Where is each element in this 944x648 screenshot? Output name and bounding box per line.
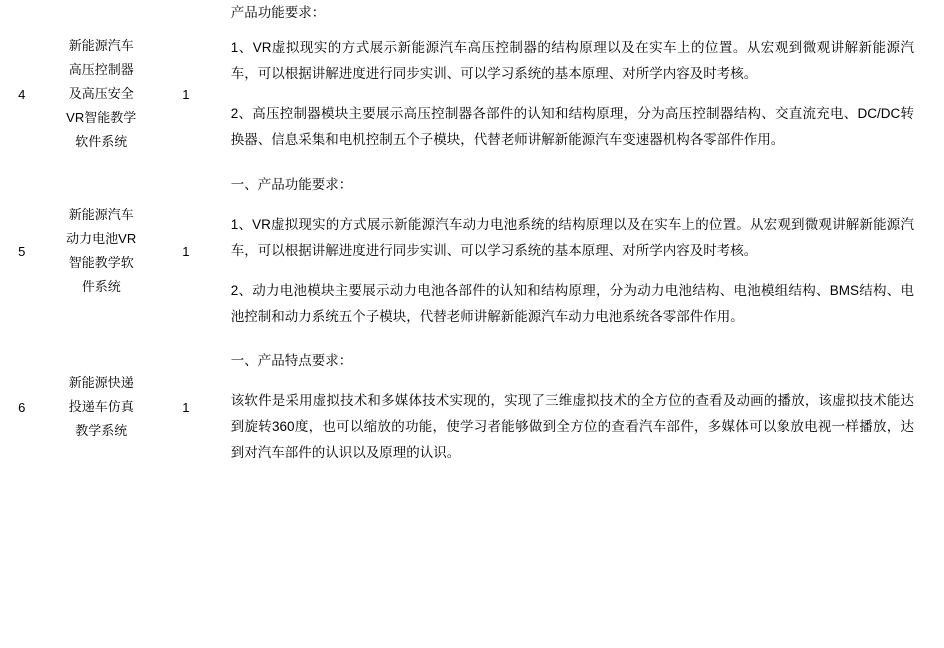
row-index: 6 [18,399,26,415]
row-index: 4 [18,86,26,102]
row-name-empty [43,0,159,26]
product-name-line: 教学系统 [75,423,128,438]
product-name-line: 新能源汽车 [68,207,134,222]
product-name-line: 软件系统 [75,134,128,149]
row-index: 5 [18,243,26,259]
product-name-line: 高压控制器 [68,62,134,77]
row-quantity: 1 [182,243,190,259]
row-description [213,164,944,340]
description-paragraph: 一、产品功能要求： [230,177,353,192]
row-description [213,26,944,164]
description-paragraph: 2、动力电池模块主要展示动力电池各部件的认知和结构原理，分为动力电池结构、电池模组结构、BMS结构、电池控制和动力系统五个子模块，代替老师讲解新能源汽车动力电池系统各零部件作用。 [230,283,914,324]
product-name-line: 智能教学软 [68,255,134,270]
row-product-name [43,164,159,340]
product-name-line: VR智能教学 [66,110,137,125]
product-name-line: 投递车仿真 [68,399,134,414]
table-row-lead [0,0,944,26]
row-qty-empty [159,0,213,26]
row-product-name [43,26,159,164]
description-paragraph: 2、高压控制器模块主要展示高压控制器各部件的认知和结构原理，分为高压控制器结构、交直流充电、DC/DC转换器、信息采集和电机控制五个子模块，代替老师讲解新能源汽车变速器机构各零部件作用。 [230,106,914,147]
row-quantity: 1 [182,399,190,415]
row-index-empty [0,0,43,26]
description-paragraph: 1、VR虚拟现实的方式展示新能源汽车高压控制器的结构原理以及在实车上的位置。从宏观到微观讲解新能源汽车，可以根据讲解进度进行同步实训、可以学习系统的基本原理、对所学内容及时考核。 [230,40,914,81]
product-name-line: 及高压安全 [68,86,134,101]
lead-text-cell [213,0,944,26]
product-name-line: 新能源快递 [68,375,134,390]
table-row [0,164,944,340]
table-row [0,26,944,164]
row-product-name [43,340,159,476]
product-name-line: 新能源汽车 [68,38,134,53]
row-quantity: 1 [182,86,190,102]
description-paragraph: 一、产品特点要求： [230,353,353,368]
product-name-line: 动力电池VR [66,231,137,246]
row-description [213,340,944,476]
product-name-line: 件系统 [81,279,121,294]
table-row [0,340,944,476]
description-paragraph: 1、VR虚拟现实的方式展示新能源汽车动力电池系统的结构原理以及在实车上的位置。从宏观到微观讲解新能源汽车，可以根据讲解进度进行同步实训、可以学习系统的基本原理、对所学内容及时考核。 [230,217,914,258]
lead-text: 产品功能要求： [230,5,326,20]
description-paragraph: 该软件是采用虚拟技术和多媒体技术实现的，实现了三维虚拟技术的全方位的查看及动画的播放，该虚拟技术能达到旋转360度，也可以缩放的功能，使学习者能够做到全方位的查看汽车部件，多媒体可以象放电视一样播放，达到对汽车部件的认识以及原理的认识。 [230,393,914,460]
